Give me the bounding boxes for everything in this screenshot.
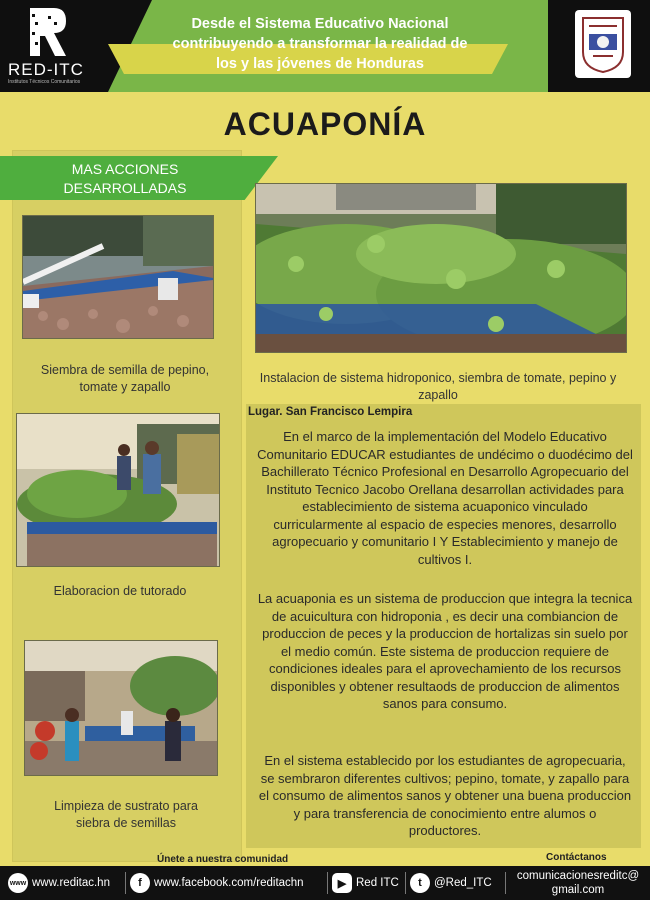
school-seal-icon xyxy=(579,14,627,74)
footer-divider xyxy=(405,872,406,894)
twitter-link[interactable] xyxy=(410,866,492,900)
footer-labels xyxy=(0,852,650,866)
school-seal xyxy=(575,10,631,78)
paragraph-crops: En el sistema establecido por los estudiantes de agropecuaria, se sembraron diferentes cultivos; pepino, tomate, y zapallo para el consumo de alimentos sanos y obtener una buena produccion y para transferencia de conocimiento entre alumos o productores. xyxy=(258,753,632,838)
youtube-link[interactable] xyxy=(332,866,399,900)
website-text: www.reditac.hn xyxy=(32,877,110,889)
tagline-line-1: Desde el Sistema Educativo Nacional xyxy=(191,16,449,32)
red-itc-logo-mark xyxy=(28,6,68,58)
youtube-icon: ▶ xyxy=(332,873,352,893)
photo-trellis xyxy=(16,413,220,567)
location-label: Lugar. San Francisco Lempira xyxy=(248,406,413,418)
twitter-text: @Red_ITC xyxy=(434,877,492,889)
website-link[interactable] xyxy=(8,866,110,900)
facebook-icon: f xyxy=(130,873,150,893)
email-line-1: comunicacionesreditc@ xyxy=(516,870,640,882)
footer-divider xyxy=(505,872,506,894)
red-itc-logo[interactable] xyxy=(6,6,96,84)
side-heading-line-2: DESARROLLADAS xyxy=(63,180,187,196)
join-community-label: Únete a nuestra comunidad xyxy=(157,854,289,865)
tagline-line-3: los y las jóvenes de Honduras xyxy=(216,56,424,72)
email-line-2: gmail.com xyxy=(551,884,605,896)
caption-substrate-cleaning: Limpieza de sustrato para siebra de semillas xyxy=(54,799,198,830)
caption-trellis: Elaboracion de tutorado xyxy=(53,584,187,598)
paragraph-intro: En el marco de la implementación del Modelo Educativo Comunitario EDUCAR estudiantes de undécimo o duodécimo del Bachillerato Técnico Profesional en Desarrollo Agropecuario del Instituto Tecnico Jacobo Orellana desarrollan actividades para establecimiento de sistema acuaponico vinculado curricularmente al espacio de especies menores, desarrollo agropecuario y comunitario I Y Establecimiento y manejo de cultivos I. xyxy=(257,429,633,567)
facebook-link[interactable] xyxy=(130,866,304,900)
photo-seed-planting xyxy=(22,215,214,339)
paragraph-definition: La acuaponia es un sistema de produccion que integra la tecnica de acuicultura con hidroponia , es decir una combiancion de produccion de peces y la produccion de hortalizas sin suelo por el medio común. Este sistema de produccion requiere de condiciones ideales para el aprovechamiento de los recursos disponibles y obtener resultaods de produccion de alimentos sanos para consumo. xyxy=(257,591,633,711)
footer-divider xyxy=(125,872,126,894)
twitter-icon: t xyxy=(410,873,430,893)
logo-subtext: Institutos Técnicos Comunitarios xyxy=(8,79,81,85)
page-title: ACUAPONÍA xyxy=(223,106,427,142)
caption-seed-planting: Siembra de semilla de pepino, tomate y zapallo xyxy=(40,363,210,394)
footer-bar xyxy=(0,866,650,900)
footer-divider xyxy=(327,872,328,894)
side-heading-line-1: MAS ACCIONES xyxy=(71,161,179,177)
facebook-text: www.facebook.com/reditachn xyxy=(154,877,304,889)
logo-text: RED-ITC xyxy=(8,60,84,79)
email-link[interactable] xyxy=(510,866,646,900)
tagline-line-2: contribuyendo a transformar la realidad de xyxy=(172,36,468,52)
youtube-text: Red ITC xyxy=(356,877,399,889)
globe-icon: www xyxy=(8,873,28,893)
side-heading xyxy=(40,160,210,198)
photo-substrate-cleaning xyxy=(24,640,218,776)
photo-hydroponic-installation xyxy=(255,183,627,353)
contact-label: Contáctanos xyxy=(546,852,607,863)
caption-hydroponic-installation: Instalacion de sistema hidroponico, siembra de tomate, pepino y zapallo xyxy=(259,371,617,402)
header-tagline xyxy=(140,14,500,74)
